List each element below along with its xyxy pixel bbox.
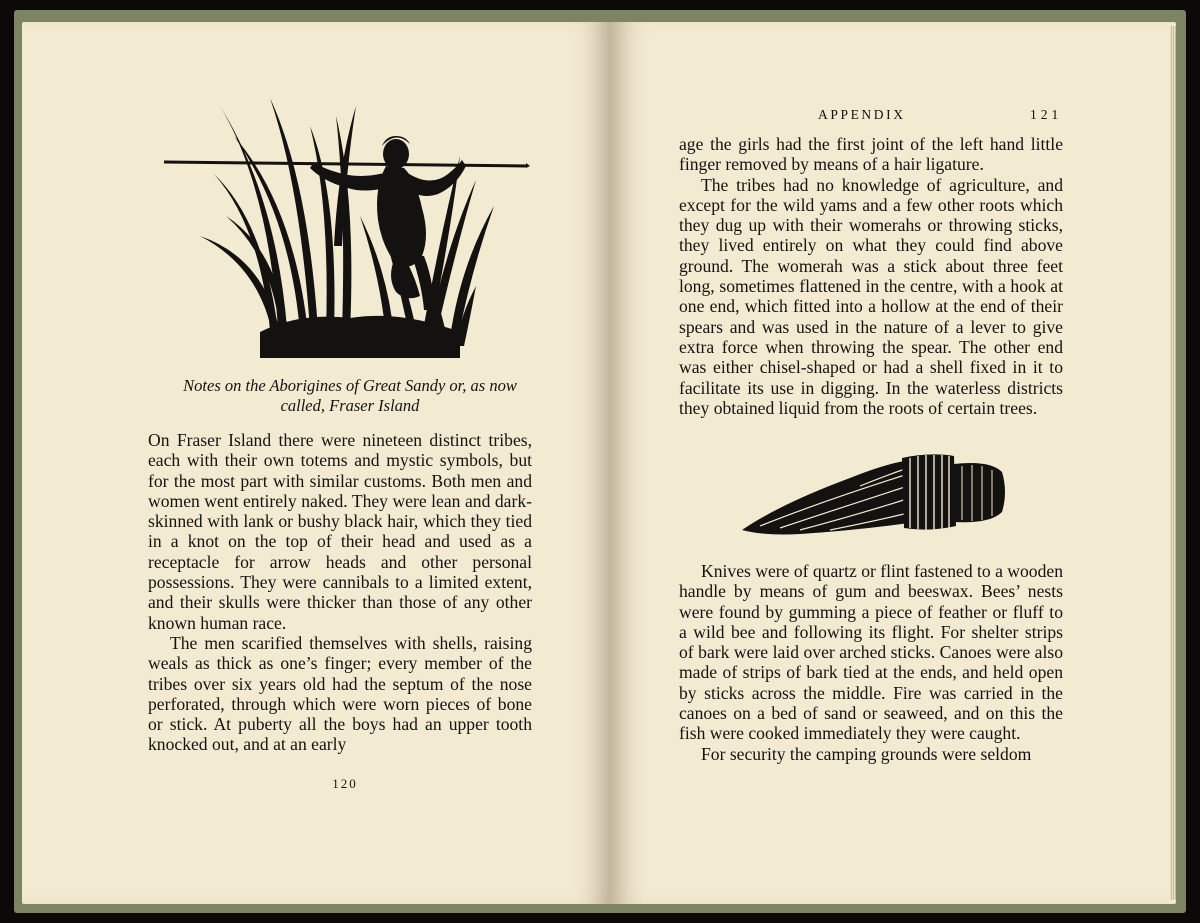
hunter-illustration [160,96,532,360]
right-paragraph-3: Knives were of quartz or flint fastened to a wooden handle by means of gum and beeswax. Bees’ nests were found by gumming a piece of feather or fluff to a wild bee and following its flight. For shelter strips of bark were laid over arched sticks. Canoes were also made of strips of bark tied at the ends, and held open by sticks across the middle. Fire was carried in the canoes on a bed of sand or seaweed, and on this the fish were cooked immediately they were caught. [679,561,1064,744]
right-paragraph-2: The tribes had no knowledge of agriculture, and except for the wild yams and a few other roots which they dug up with their womerahs or throwing sticks, they lived entirely on what they could find above ground. The womerah was a stick about three feet long, sometimes flattened in the centre, with a hook at one end, which fitted into a hollow at the end of their spears and was used in the nature of a lever to give extra force when throwing the spear. The other end was either chisel-shaped or had a shell fixed in it to facilitate its use in digging. In the waterless districts they obtained liquid from the roots of certain trees. [679,174,1063,418]
running-head: APPENDIX [818,107,906,122]
page-edges [1170,26,1176,900]
left-body-text [148,430,532,755]
caption-line-2: called, Fraser Island [280,395,420,415]
left-paragraph-2: The men scarified themselves with shells, raising weals as thick as one’s finger; every member of the tribes over six years old had the septum of the nose perforated, through which were worn pieces of bone or stick. At puberty all the boys had an upper tooth knocked out, and at an early [148,632,532,755]
right-body-text-top [679,134,1063,418]
knife-illustration [740,452,1008,542]
right-body-text-bottom [679,561,1063,764]
illustration-caption [160,376,540,415]
right-paragraph-1: age the girls had the first joint of the left hand little finger removed by means of a hair ligature. [679,134,1063,175]
caption-line-1: Notes on the Aborigines of Great Sandy or, as now [183,376,517,395]
left-page-number: 120 [332,776,358,791]
right-page-number: 121 [1030,107,1063,122]
left-paragraph-1: On Fraser Island there were nineteen distinct tribes, each with their own totems and mystic symbols, but for the most part with similar customs. Both men and women went entirely naked. They were lean and dark-skinned with lank or bushy black hair, which they tied in a knot on the top of their head and used as a receptacle for arrow heads and other personal possessions. They were cannibals to a limited extent, and their skulls were thicker than those of any other known human race. [148,430,532,633]
right-paragraph-4: For security the camping grounds were seldom [701,743,1032,764]
